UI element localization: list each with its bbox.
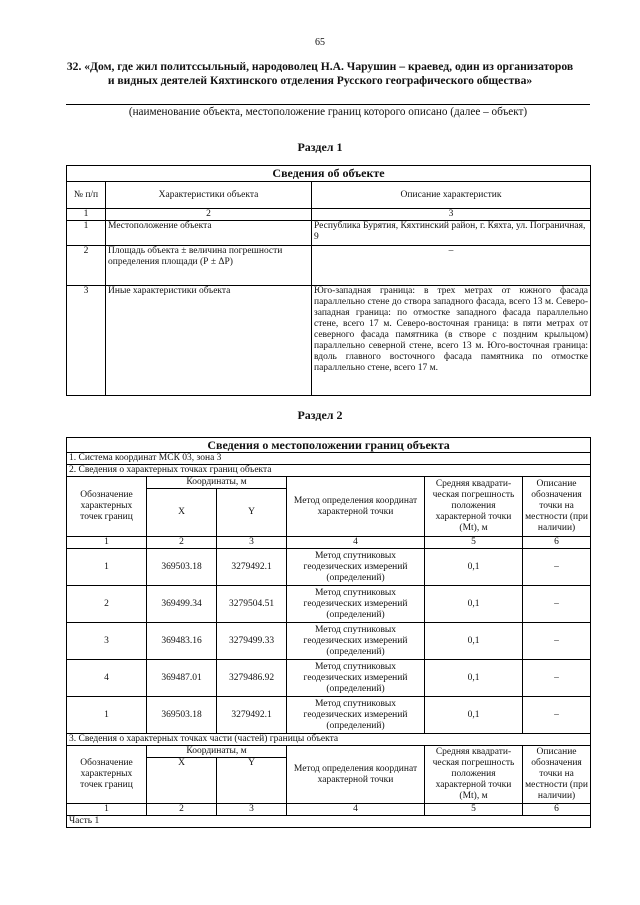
point-accuracy: 0,1 [425, 549, 523, 586]
point-accuracy: 0,1 [425, 660, 523, 697]
header-point-description: Описание обозначения точки на местности (при наличии) [523, 477, 591, 537]
object-info-table [66, 165, 591, 396]
header-method: Метод определения координат характерной точки [287, 477, 425, 537]
page-subtitle: (наименование объекта, местоположение границ которого описано (далее – объект) [128, 106, 528, 118]
boundary-points-subheading: 2. Сведения о характерных точках границ объекта [67, 465, 591, 477]
point-y: 3279486.92 [217, 660, 287, 697]
index-cell: 2 [147, 537, 217, 549]
index-cell: 1 [67, 804, 147, 816]
index-cell: 3 [217, 537, 287, 549]
header-accuracy: Средняя квадрати-ческая погрешность положения характерной точки (Mt), м [425, 477, 523, 537]
row-description: Юго-западная граница: в трех метрах от южного фасада параллельно стене до створа западного фасада, всего 13 м. Северо-западная граница: по отмостке западного фасада параллельно стене, всего 17 м. Северо-восточная граница: в пяти метрах от северного фасада памятника (в створе с поздним крыльцом) параллельно северной стене, всего 13 м. Юго-восточная граница: вдоль главного восточного фасада памятника по отмостке параллельно стене, всего 17 м. [312, 286, 591, 396]
header-y-part: Y [217, 758, 287, 804]
part-points-subheading: 3. Сведения о характерных точках части (частей) границы объекта [67, 734, 591, 746]
title-underline [66, 104, 590, 105]
point-method: Метод спутниковых геодезических измерений (определений) [287, 549, 425, 586]
index-cell: 2 [147, 804, 217, 816]
index-cell: 1 [67, 537, 147, 549]
point-accuracy: 0,1 [425, 697, 523, 734]
index-cell: 6 [523, 537, 591, 549]
point-x: 369483.16 [147, 623, 217, 660]
point-method: Метод спутниковых геодезических измерений (определений) [287, 697, 425, 734]
point-description: – [523, 623, 591, 660]
section1-heading: Раздел 1 [297, 140, 343, 154]
index-cell: 6 [523, 804, 591, 816]
table-row [67, 623, 591, 660]
header-num: № п/п [67, 182, 106, 209]
index-cell: 3 [312, 209, 591, 221]
coord-system-row: 1. Система координат МСК 03, зона 3 [67, 453, 591, 465]
point-description: – [523, 549, 591, 586]
index-cell: 5 [425, 804, 523, 816]
row-description: Республика Бурятия, Кяхтинский район, г. Кяхта, ул. Пограничная, 9 [312, 221, 591, 246]
point-accuracy: 0,1 [425, 623, 523, 660]
table-row [67, 549, 591, 586]
point-description: – [523, 697, 591, 734]
row-characteristic: Местоположение объекта [106, 221, 312, 246]
point-id: 4 [67, 660, 147, 697]
index-cell: 3 [217, 804, 287, 816]
part-label: Часть 1 [67, 816, 591, 828]
row-num: 1 [67, 221, 106, 246]
point-description: – [523, 586, 591, 623]
row-num: 3 [67, 286, 106, 396]
header-point-description-part: Описание обозначения точки на местности (при наличии) [523, 746, 591, 804]
point-y: 3279492.1 [217, 697, 287, 734]
header-x-part: X [147, 758, 217, 804]
header-characteristics: Характеристики объекта [106, 182, 312, 209]
index-cell: 2 [106, 209, 312, 221]
point-method: Метод спутниковых геодезических измерений (определений) [287, 660, 425, 697]
header-coordinates-part: Координаты, м [147, 746, 287, 758]
point-accuracy: 0,1 [425, 586, 523, 623]
table-row [67, 660, 591, 697]
point-method: Метод спутниковых геодезических измерений (определений) [287, 623, 425, 660]
header-method-part: Метод определения координат характерной точки [287, 746, 425, 804]
table-row [67, 246, 591, 286]
point-id: 3 [67, 623, 147, 660]
row-num: 2 [67, 246, 106, 286]
header-coordinates: Координаты, м [147, 477, 287, 489]
point-y: 3279504.51 [217, 586, 287, 623]
table-row [67, 697, 591, 734]
index-cell: 4 [287, 537, 425, 549]
point-x: 369503.18 [147, 697, 217, 734]
point-id: 1 [67, 549, 147, 586]
point-description: – [523, 660, 591, 697]
page-number: 65 [315, 37, 325, 48]
point-y: 3279492.1 [217, 549, 287, 586]
index-cell: 5 [425, 537, 523, 549]
header-description: Описание характеристик [312, 182, 591, 209]
point-x: 369503.18 [147, 549, 217, 586]
table-row [67, 286, 591, 396]
header-point-designation-part: Обозначение характерных точек границ [67, 746, 147, 804]
row-characteristic: Площадь объекта ± величина погрешности определения площади (Р ± ΔР) [106, 246, 312, 286]
table-row [67, 221, 591, 246]
row-characteristic: Иные характеристики объекта [106, 286, 312, 396]
header-x: X [147, 489, 217, 537]
point-x: 369499.34 [147, 586, 217, 623]
point-y: 3279499.33 [217, 623, 287, 660]
page-title: 32. «Дом, где жил политссыльный, народоволец Н.А. Чарушин – краевед, один из организаторов и видных деятелей Кяхтинского отделения Русского географического общества» [66, 60, 574, 87]
section2-heading: Раздел 2 [297, 408, 343, 422]
boundary-table-title: Сведения о местоположении границ объекта [67, 438, 591, 453]
point-method: Метод спутниковых геодезических измерений (определений) [287, 586, 425, 623]
header-accuracy-part: Средняя квадрати-ческая погрешность положения характерной точки (Mt), м [425, 746, 523, 804]
point-x: 369487.01 [147, 660, 217, 697]
point-id: 2 [67, 586, 147, 623]
header-point-designation: Обозначение характерных точек границ [67, 477, 147, 537]
header-y: Y [217, 489, 287, 537]
table-row [67, 586, 591, 623]
point-id: 1 [67, 697, 147, 734]
boundary-points-table [66, 437, 591, 828]
object-table-title: Сведения об объекте [67, 166, 591, 182]
index-cell: 4 [287, 804, 425, 816]
row-description: – [312, 246, 591, 286]
index-cell: 1 [67, 209, 106, 221]
